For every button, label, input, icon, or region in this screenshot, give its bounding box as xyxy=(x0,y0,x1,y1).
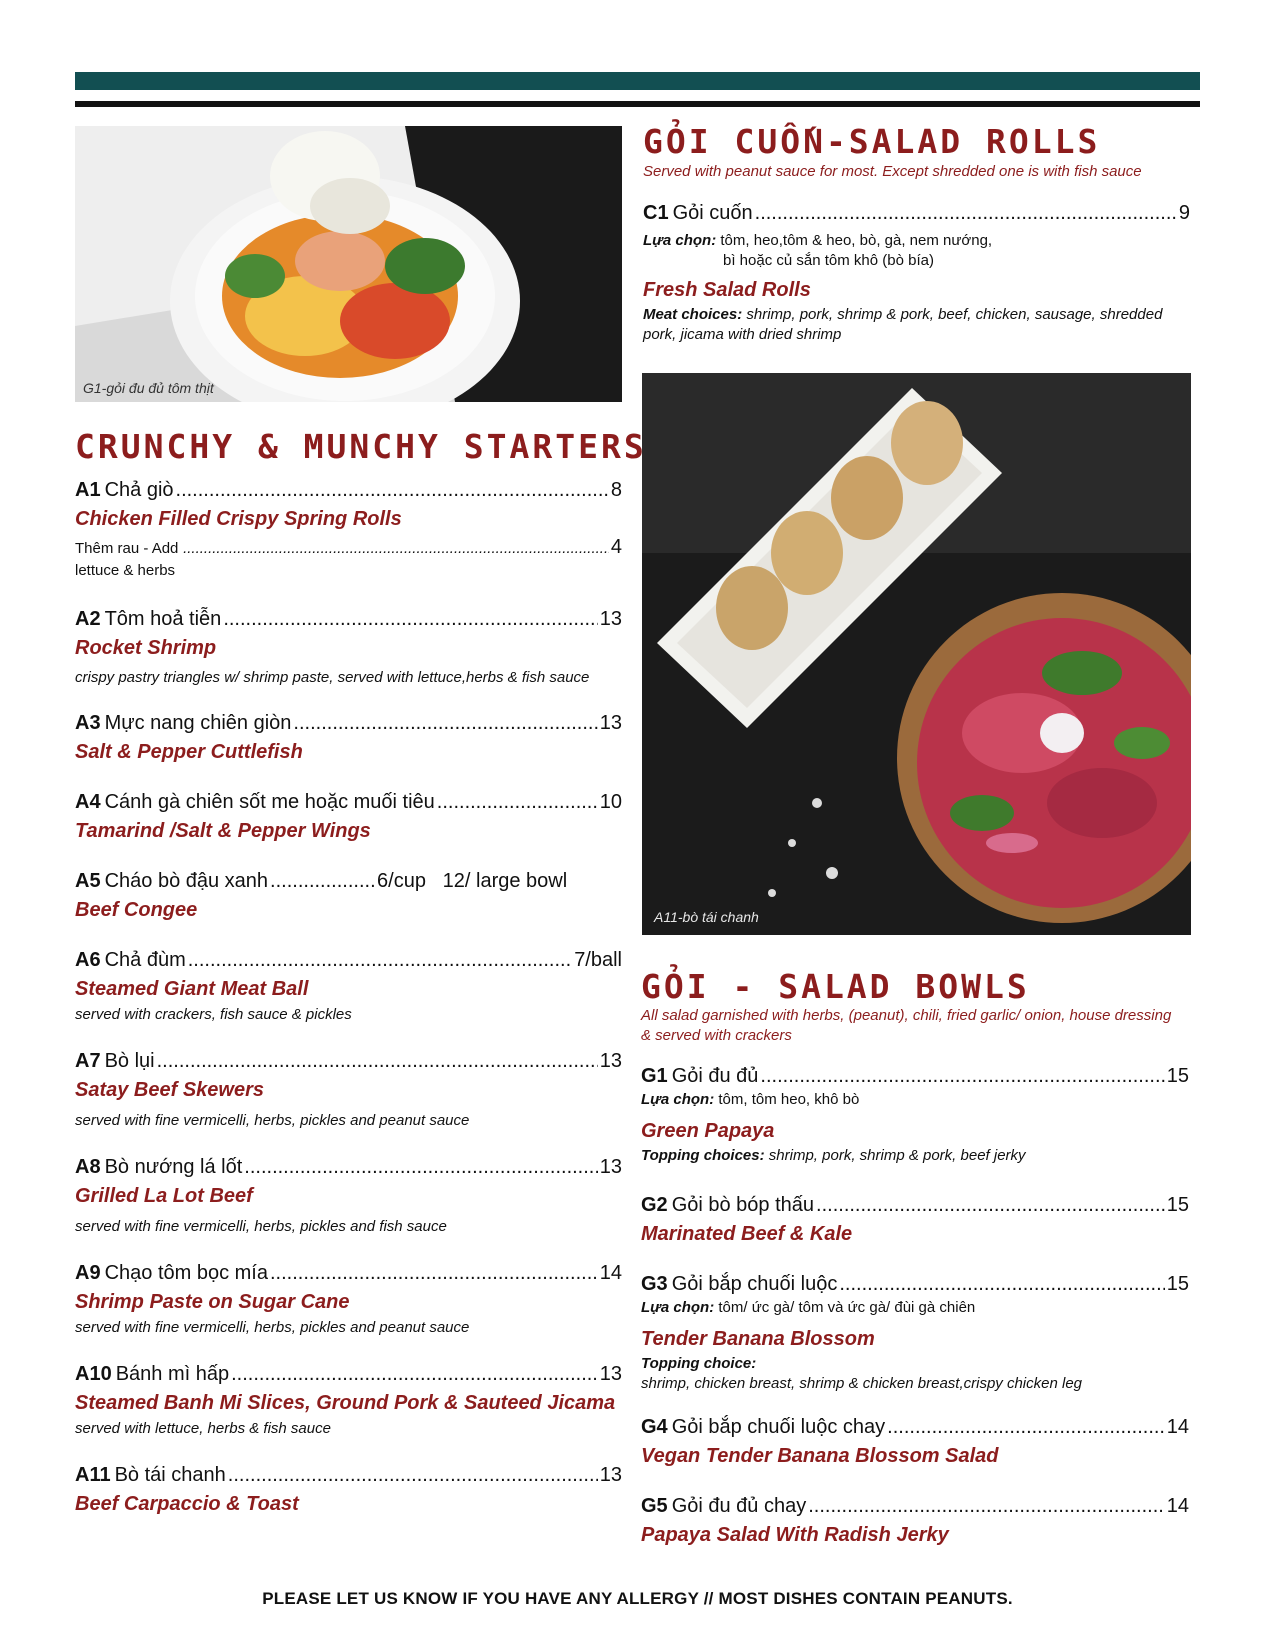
menu-item-a7 xyxy=(75,1048,622,1132)
bowls-section-title: GỎI - SALAD BOWLS xyxy=(641,967,1030,1006)
item-price: 13 xyxy=(599,1363,622,1385)
menu-item-a9 xyxy=(75,1260,622,1339)
item-code: A11 xyxy=(75,1464,111,1486)
item-price: 13 xyxy=(599,1156,622,1178)
menu-item-c1 xyxy=(643,200,1190,345)
menu-item-a6 xyxy=(75,947,622,1026)
leader-dots xyxy=(839,1271,1164,1298)
leader-dots xyxy=(231,1361,598,1388)
item-code: G3 xyxy=(641,1273,668,1295)
addon-text: Thêm rau - Add lettuce & herbs xyxy=(75,540,179,579)
leader-dots xyxy=(270,1260,598,1287)
item-english-name: Papaya Salad With Radish Jerky xyxy=(641,1524,949,1546)
menu-item-a4 xyxy=(75,789,622,846)
leader-dots xyxy=(188,947,572,974)
item-english-name: Beef Carpaccio & Toast xyxy=(75,1493,299,1515)
menu-item-g5 xyxy=(641,1493,1189,1550)
top-teal-rule xyxy=(75,72,1200,90)
topping-text: shrimp, chicken breast, shrimp & chicken breast,crispy chicken leg xyxy=(641,1375,1083,1392)
item-price: 14 xyxy=(1166,1495,1189,1517)
leader-dots xyxy=(183,538,609,560)
item-description: served with crackers, fish sauce & pickles xyxy=(75,1006,352,1023)
item-vietnamese-name: Cháo bò đậu xanh xyxy=(104,870,269,892)
topping-label: Topping choices: xyxy=(641,1147,765,1164)
a11-carpaccio-photo xyxy=(642,373,1191,935)
leader-dots xyxy=(887,1414,1165,1441)
leader-dots xyxy=(270,868,375,895)
item-vietnamese-name: Gỏi bắp chuối luộc chay xyxy=(671,1416,886,1438)
item-price: 13 xyxy=(599,1464,622,1486)
menu-item-a1 xyxy=(75,477,622,582)
item-code: G2 xyxy=(641,1194,668,1216)
item-description: served with lettuce, herbs & fish sauce xyxy=(75,1420,331,1437)
choice-line-2: bì hoặc củ sắn tôm khô (bò bía) xyxy=(723,252,934,269)
item-vietnamese-name: Bò nướng lá lốt xyxy=(104,1156,243,1178)
choice-line-1: tôm, heo,tôm & heo, bò, gà, nem nướng, xyxy=(720,232,993,249)
item-vietnamese-name: Tôm hoả tiễn xyxy=(104,608,222,630)
item-english-name: Salt & Pepper Cuttlefish xyxy=(75,741,303,763)
choice-label: Lựa chọn: xyxy=(641,1299,715,1316)
item-vietnamese-name: Gỏi bò bóp thấu xyxy=(671,1194,815,1216)
item-price: 8 xyxy=(610,479,622,501)
item-english-name: Shrimp Paste on Sugar Cane xyxy=(75,1291,350,1313)
bowls-list xyxy=(641,1063,1189,1566)
item-price: 9 xyxy=(1178,202,1190,224)
item-vietnamese-name: Gỏi đu đủ xyxy=(671,1065,759,1087)
topping-label: Topping choice: xyxy=(641,1355,757,1372)
item-vietnamese-name: Gỏi đu đủ chay xyxy=(671,1495,807,1517)
a11-photo-caption: A11-bò tái chanh xyxy=(654,909,759,925)
item-english-name: Fresh Salad Rolls xyxy=(643,279,811,301)
item-price: 15 xyxy=(1166,1273,1189,1295)
menu-item-a10 xyxy=(75,1361,622,1440)
choice-text: tôm/ ức gà/ tôm và ức gà/ đùi gà chiên xyxy=(718,1299,976,1316)
item-vietnamese-name: Chả đùm xyxy=(104,949,186,971)
top-black-rule xyxy=(75,101,1200,107)
item-english-name: Rocket Shrimp xyxy=(75,637,217,659)
item-vietnamese-name: Bò tái chanh xyxy=(114,1464,226,1486)
item-vietnamese-name: Gỏi bắp chuối luộc xyxy=(671,1273,838,1295)
menu-item-a8 xyxy=(75,1154,622,1238)
item-english-name: Marinated Beef & Kale xyxy=(641,1223,853,1245)
leader-dots xyxy=(293,710,597,737)
leader-dots xyxy=(808,1493,1165,1520)
item-vietnamese-name: Cánh gà chiên sốt me hoặc muối tiêu xyxy=(104,791,435,813)
g1-photo-caption: G1-gỏi đu đủ tôm thịt xyxy=(83,380,214,396)
item-code: C1 xyxy=(643,202,669,224)
item-code: G4 xyxy=(641,1416,668,1438)
item-english-name: Vegan Tender Banana Blossom Salad xyxy=(641,1445,999,1467)
item-english-name: Grilled La Lot Beef xyxy=(75,1185,253,1207)
item-english-name: Satay Beef Skewers xyxy=(75,1079,265,1101)
item-price: 13 xyxy=(599,712,622,734)
menu-item-g2 xyxy=(641,1192,1189,1249)
leader-dots xyxy=(437,789,598,816)
item-price: 15 xyxy=(1166,1065,1189,1087)
item-description: served with fine vermicelli, herbs, pickles and fish sauce xyxy=(75,1218,447,1235)
item-english-name: Tender Banana Blossom xyxy=(641,1328,875,1350)
item-english-name: Beef Congee xyxy=(75,899,198,921)
item-vietnamese-name: Chạo tôm bọc mía xyxy=(104,1262,268,1284)
item-price: 15 xyxy=(1166,1194,1189,1216)
item-code: G5 xyxy=(641,1495,668,1517)
item-code: A10 xyxy=(75,1363,112,1385)
menu-item-g4 xyxy=(641,1414,1189,1471)
choice-label: Lựa chọn: xyxy=(643,232,717,249)
menu-item-g3 xyxy=(641,1271,1189,1394)
item-english-name: Steamed Giant Meat Ball xyxy=(75,978,309,1000)
meat-choices-label: Meat choices: xyxy=(643,306,743,323)
allergy-notice: PLEASE LET US KNOW IF YOU HAVE ANY ALLERGY // MOST DISHES CONTAIN PEANUTS. xyxy=(262,1589,1013,1608)
item-price: 6/cup 12/ large bowl xyxy=(377,870,568,892)
item-price: 14 xyxy=(1166,1416,1189,1438)
item-description: served with fine vermicelli, herbs, pickles and peanut sauce xyxy=(75,1112,470,1129)
addon-price: 4 xyxy=(610,536,622,558)
menu-item-a3 xyxy=(75,710,622,767)
item-english-name: Green Papaya xyxy=(641,1120,775,1142)
item-code: G1 xyxy=(641,1065,668,1087)
starters-section-title: CRUNCHY & MUNCHY STARTERS xyxy=(75,427,647,466)
item-price: 14 xyxy=(599,1262,622,1284)
rolls-list xyxy=(643,200,1190,361)
choice-label: Lựa chọn: xyxy=(641,1091,715,1108)
leader-dots xyxy=(176,477,609,504)
item-price: 13 xyxy=(599,1050,622,1072)
item-price: 7/ball xyxy=(574,949,622,971)
menu-item-a2 xyxy=(75,606,622,692)
item-vietnamese-name: Chả giò xyxy=(104,479,174,501)
item-vietnamese-name: Bánh mì hấp xyxy=(115,1363,230,1385)
leader-dots xyxy=(244,1154,597,1181)
leader-dots xyxy=(755,200,1177,227)
leader-dots xyxy=(228,1462,598,1489)
item-code: A9 xyxy=(75,1262,101,1284)
item-description: served with fine vermicelli, herbs, pickles and peanut sauce xyxy=(75,1319,470,1336)
item-price: 10 xyxy=(599,791,622,813)
item-code: A1 xyxy=(75,479,101,501)
item-vietnamese-name: Mực nang chiên giòn xyxy=(104,712,292,734)
item-english-name: Chicken Filled Crispy Spring Rolls xyxy=(75,508,402,530)
g1-salad-photo xyxy=(75,126,622,402)
leader-dots xyxy=(760,1063,1164,1090)
item-code: A6 xyxy=(75,949,101,971)
meat-choices-text: shrimp, pork, shrimp & pork, beef, chicken, sausage, shredded pork, jicama with dried shrimp xyxy=(643,306,1163,343)
leader-dots xyxy=(223,606,597,633)
menu-item-a5 xyxy=(75,868,622,925)
topping-text: shrimp, pork, shrimp & pork, beef jerky xyxy=(764,1147,1026,1164)
menu-item-a11 xyxy=(75,1462,622,1519)
rolls-section-title: GỎI CUỐN-SALAD ROLLS xyxy=(643,122,1101,161)
item-code: A7 xyxy=(75,1050,101,1072)
choice-text: tôm, tôm heo, khô bò xyxy=(718,1091,860,1108)
item-code: A5 xyxy=(75,870,101,892)
item-price: 13 xyxy=(599,608,622,630)
item-code: A2 xyxy=(75,608,101,630)
leader-dots xyxy=(157,1048,598,1075)
item-code: A3 xyxy=(75,712,101,734)
item-english-name: Steamed Banh Mi Slices, Ground Pork & Sauteed Jicama xyxy=(75,1392,616,1414)
bowls-section-note: All salad garnished with herbs, (peanut), chili, fried garlic/ onion, house dressing & served with crackers xyxy=(641,1007,1172,1044)
menu-item-g1 xyxy=(641,1063,1189,1166)
item-vietnamese-name: Bò lụi xyxy=(104,1050,155,1072)
item-code: A4 xyxy=(75,791,101,813)
item-code: A8 xyxy=(75,1156,101,1178)
item-description: crispy pastry triangles w/ shrimp paste, served with lettuce,herbs & fish sauce xyxy=(75,669,590,686)
rolls-section-note: Served with peanut sauce for most. Except shredded one is with fish sauce xyxy=(643,163,1142,180)
item-english-name: Tamarind /Salt & Pepper Wings xyxy=(75,820,371,842)
starters-list xyxy=(75,477,622,1535)
leader-dots xyxy=(816,1192,1165,1219)
item-vietnamese-name: Gỏi cuốn xyxy=(672,202,753,224)
